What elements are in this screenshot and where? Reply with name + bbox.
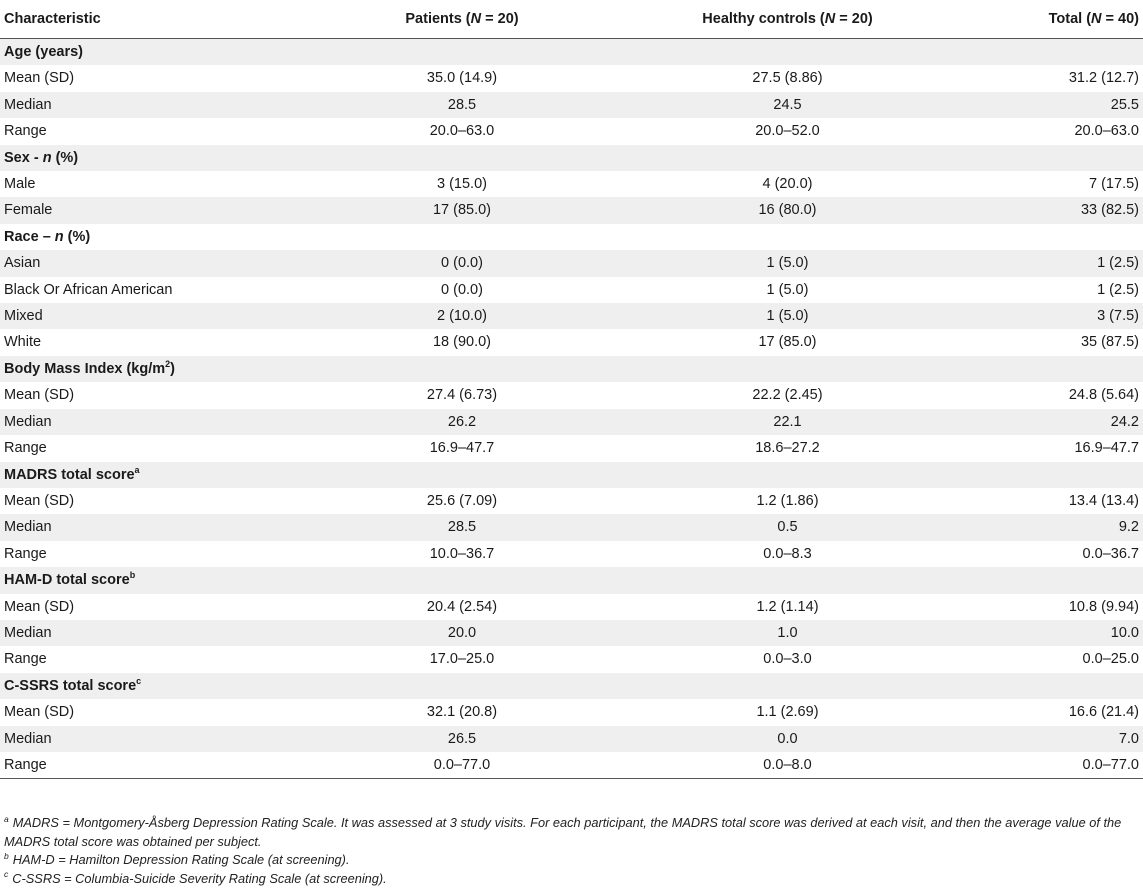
section-row-bmi: [0, 356, 1143, 382]
table-row: [0, 197, 1143, 223]
section-title-hamd: HAM-D total score$^b$: [0, 567, 1143, 593]
section-title-race: Race – n (%): [4, 228, 91, 245]
cell-total: 0.0–77.0: [979, 752, 1143, 779]
table-row: [0, 514, 1143, 540]
cell-patients: 2 (10.0): [328, 303, 596, 329]
table-row: [0, 699, 1143, 725]
cell-label: Range: [0, 752, 328, 779]
section-row-madrs: [0, 462, 1143, 488]
table-row: [0, 409, 1143, 435]
cell-patients: 26.5: [328, 726, 596, 752]
cell-total: 13.4 (13.4): [1068, 492, 1139, 509]
cell-total: 1 (2.5): [979, 250, 1143, 276]
cell-healthy-controls: 1.0: [596, 620, 979, 646]
table-row: [0, 329, 1143, 355]
cell-patients: 35.0 (14.9): [426, 70, 498, 87]
cell-patients: 20.0–63.0: [429, 123, 495, 140]
table-body: [0, 39, 1143, 779]
cell-patients: 20.0: [328, 620, 596, 646]
header-total: Total (N = 40): [979, 0, 1143, 39]
section-row-race: [0, 224, 1143, 250]
cell-healthy-controls: 22.1: [596, 409, 979, 435]
cell-patients: 17.0–25.0: [429, 651, 495, 668]
table-row: [0, 92, 1143, 118]
cell-patients: 28.5: [328, 514, 596, 540]
table-row: [0, 726, 1143, 752]
table-row: [0, 620, 1143, 646]
table-row: [0, 382, 1143, 408]
cell-total: 9.2: [979, 514, 1143, 540]
cell-healthy-controls: 1 (5.0): [766, 281, 809, 298]
header-healthy-controls: Healthy controls (N = 20): [596, 0, 979, 39]
footnote-c: $^c$ C-SSRS = Columbia-Suicide Severity Rating Scale (at screening).: [4, 869, 387, 886]
cell-healthy-controls: 17 (85.0): [758, 334, 817, 351]
cell-patients: 32.1 (20.8): [426, 704, 498, 721]
cell-total: 7.0: [979, 726, 1143, 752]
cell-total: 24.2: [979, 409, 1143, 435]
cell-label: Male: [4, 176, 36, 193]
cell-healthy-controls: 4 (20.0): [762, 176, 813, 193]
cell-healthy-controls: 24.5: [596, 92, 979, 118]
cell-total: 31.2 (12.7): [1068, 70, 1139, 87]
cell-healthy-controls: 0.0: [596, 726, 979, 752]
cell-total: 7 (17.5): [1089, 176, 1139, 193]
section-row-age: [0, 39, 1143, 66]
cell-patients: 27.4 (6.73): [426, 387, 498, 404]
section-row-cssrs: [0, 673, 1143, 699]
cell-label: Range: [4, 123, 47, 140]
cell-label: Black Or African American: [4, 281, 173, 298]
cell-label: Range: [4, 651, 47, 668]
cell-patients: 17 (85.0): [328, 197, 596, 223]
cell-healthy-controls: 1.2 (1.14): [756, 598, 819, 615]
cell-total: 3 (7.5): [979, 303, 1143, 329]
cell-label: Asian: [0, 250, 328, 276]
cell-label: Median: [0, 726, 328, 752]
cell-healthy-controls: 22.2 (2.45): [752, 387, 823, 404]
cell-healthy-controls: 16 (80.0): [596, 197, 979, 223]
section-title-madrs: MADRS total score$^a$: [0, 462, 1143, 488]
cell-label: Mixed: [0, 303, 328, 329]
cell-total: 16.6 (21.4): [1068, 704, 1139, 721]
cell-patients: 28.5: [328, 92, 596, 118]
cell-total: 16.9–47.7: [1074, 440, 1139, 457]
cell-label: Mean (SD): [4, 492, 75, 509]
cell-patients: 0 (0.0): [441, 281, 483, 298]
cell-healthy-controls: 1 (5.0): [596, 303, 979, 329]
cell-total: 1 (2.5): [1097, 281, 1139, 298]
table-row: [0, 65, 1143, 91]
cell-healthy-controls: 1 (5.0): [596, 250, 979, 276]
section-row-sex: [0, 145, 1143, 171]
table-row: [0, 594, 1143, 620]
table-row: [0, 171, 1143, 197]
table-row: [0, 646, 1143, 672]
cell-total: 24.8 (5.64): [1068, 387, 1139, 404]
cell-total: 35 (87.5): [1080, 334, 1139, 351]
cell-patients: 0 (0.0): [328, 250, 596, 276]
cell-total: 10.8 (9.94): [1068, 598, 1139, 615]
cell-healthy-controls: 1.2 (1.86): [756, 492, 819, 509]
section-title-age: Age (years): [0, 39, 1143, 66]
cell-healthy-controls: 0.0–3.0: [763, 651, 812, 668]
cell-label: Mean (SD): [4, 70, 75, 87]
table-row: [0, 303, 1143, 329]
cell-patients: 18 (90.0): [432, 334, 492, 351]
cell-patients: 0.0–77.0: [328, 752, 596, 779]
table-header-row: [0, 0, 1143, 39]
cell-label: White: [4, 334, 42, 351]
cell-healthy-controls: 27.5 (8.86): [752, 70, 823, 87]
header-patients: Patients (N = 20): [328, 0, 596, 39]
cell-patients: 26.2: [328, 409, 596, 435]
table-row: [0, 118, 1143, 144]
cell-patients: 16.9–47.7: [429, 440, 495, 457]
cell-label: Median: [0, 92, 328, 118]
cell-label: Mean (SD): [4, 704, 75, 721]
cell-total: 25.5: [979, 92, 1143, 118]
cell-label: Median: [0, 514, 328, 540]
cell-healthy-controls: 0.5: [596, 514, 979, 540]
table-row: [0, 488, 1143, 514]
table-row: [0, 752, 1143, 779]
cell-total: 33 (82.5): [979, 197, 1143, 223]
cell-total: 20.0–63.0: [1074, 123, 1139, 140]
cell-total: 0.0–25.0: [1082, 651, 1139, 668]
cell-healthy-controls: 18.6–27.2: [755, 440, 820, 457]
cell-healthy-controls: 0.0–8.3: [763, 545, 812, 562]
header-characteristic: Characteristic: [0, 0, 328, 39]
cell-patients: 20.4 (2.54): [426, 598, 498, 615]
cell-patients: 3 (15.0): [437, 176, 487, 193]
cell-label: Range: [4, 440, 47, 457]
footnote-a: $^a$ MADRS = Montgomery-Åsberg Depression Rating Scale. It was assessed at 3 study visits. For each participant, the MADRS total score was derived at each visit, and then the average value of the MADRS total score was obtained per subject.: [4, 813, 1122, 849]
table-row: [0, 277, 1143, 303]
footnote-b: $^b$ HAM-D = Hamilton Depression Rating Scale (at screening).: [4, 850, 350, 867]
cell-patients: 10.0–36.7: [429, 545, 495, 562]
cell-label: Range: [4, 545, 47, 562]
cell-total: 0.0–36.7: [1082, 545, 1139, 562]
cell-label: Median: [0, 409, 328, 435]
cell-label: Mean (SD): [4, 387, 75, 404]
table-row: [0, 435, 1143, 461]
cell-patients: 25.6 (7.09): [426, 492, 498, 509]
cell-healthy-controls: 20.0–52.0: [755, 123, 820, 140]
footnotes: [4, 814, 1140, 888]
cell-label: Female: [0, 197, 328, 223]
table-row: [0, 250, 1143, 276]
section-row-hamd: [0, 567, 1143, 593]
section-title-bmi: Body Mass Index $(kg/m^2)$: [0, 356, 1143, 382]
cell-total: 10.0: [979, 620, 1143, 646]
section-title-cssrs: C-SSRS total score$^c$: [0, 673, 1143, 699]
table-row: [0, 541, 1143, 567]
cell-healthy-controls: 1.1 (2.69): [756, 704, 819, 721]
cell-label: Median: [0, 620, 328, 646]
section-title-sex: Sex - n (%): [0, 145, 1143, 171]
cell-label: Mean (SD): [4, 598, 75, 615]
cell-healthy-controls: 0.0–8.0: [596, 752, 979, 779]
